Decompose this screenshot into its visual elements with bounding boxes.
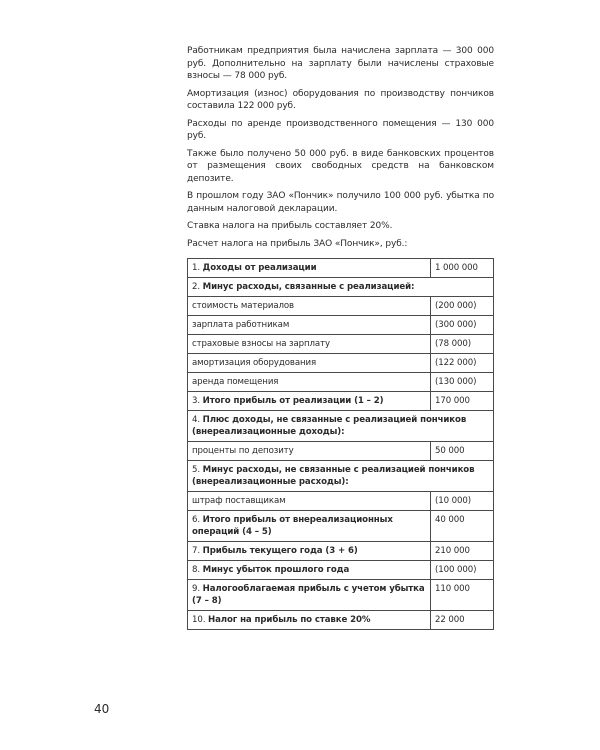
table-row — [188, 542, 494, 561]
table-row — [188, 392, 494, 411]
row-label-cell — [188, 335, 431, 354]
row-label: Доходы от реализации — [202, 263, 317, 273]
row-label: Итого прибыль от внереализационных операций (4 – 5) — [192, 515, 393, 537]
row-label: Налогооблагаемая прибыль с учетом убытка (7 – 8) — [192, 584, 425, 606]
table-row — [188, 316, 494, 335]
row-value: (78 000) — [431, 335, 494, 354]
row-label: Минус расходы, связанные с реализацией: — [202, 282, 415, 292]
row-label-cell — [188, 461, 494, 492]
row-label-cell — [188, 442, 431, 461]
table-row — [188, 442, 494, 461]
paragraph: Расчет налога на прибыль ЗАО «Пончик», руб.: — [187, 238, 408, 249]
row-value: 210 000 — [431, 542, 494, 561]
paragraph: Работникам предприятия была начислена зарплата — 300 000 руб. Дополнительно на зарплату были начислены страховые взносы — 78 000 руб. — [187, 46, 494, 81]
row-label-cell — [188, 561, 431, 580]
page-number: 40 — [94, 702, 110, 716]
row-label-cell — [188, 580, 431, 611]
row-number: 10. — [192, 615, 206, 625]
row-label: Прибыль текущего года (3 + 6) — [202, 546, 358, 556]
table-row — [188, 461, 494, 492]
row-number: 5. — [192, 465, 200, 475]
row-label-cell — [188, 492, 431, 511]
row-value: 110 000 — [431, 580, 494, 611]
row-label-cell — [188, 297, 431, 316]
row-label-cell — [188, 354, 431, 373]
row-label: Налог на прибыль по ставке 20% — [208, 615, 371, 625]
row-value: 170 000 — [431, 392, 494, 411]
table-row — [188, 335, 494, 354]
row-label: стоимость материалов — [192, 301, 295, 311]
row-number: 1. — [192, 263, 200, 273]
row-value: 1 000 000 — [431, 259, 494, 278]
row-number: 6. — [192, 515, 200, 525]
row-value: (300 000) — [431, 316, 494, 335]
row-label: штраф поставщикам — [192, 496, 286, 506]
row-label: амортизация оборудования — [192, 358, 317, 368]
row-label-cell — [188, 411, 494, 442]
row-value: (122 000) — [431, 354, 494, 373]
table-row — [188, 373, 494, 392]
row-label-cell — [188, 611, 431, 630]
page-content — [187, 45, 494, 630]
table-row — [188, 278, 494, 297]
paragraph: Амортизация (износ) оборудования по производству пончиков составила 122 000 руб. — [187, 88, 494, 111]
paragraph: В прошлом году ЗАО «Пончик» получило 100 000 руб. убытка по данным налоговой декларации. — [187, 191, 494, 214]
row-label: зарплата работникам — [192, 320, 290, 330]
table-row — [188, 580, 494, 611]
row-label-cell — [188, 511, 431, 542]
paragraph: Расходы по аренде производственного помещения — 130 000 руб. — [187, 118, 494, 141]
table-row — [188, 354, 494, 373]
row-value: 50 000 — [431, 442, 494, 461]
paragraph: Ставка налога на прибыль составляет 20%. — [187, 221, 393, 231]
row-label: аренда помещения — [192, 377, 279, 387]
row-number: 4. — [192, 415, 200, 425]
row-label-cell — [188, 373, 431, 392]
paragraph: Также было получено 50 000 руб. в виде банковских процентов от размещения своих свободных средств на банковском депозите. — [187, 148, 494, 184]
row-label-cell — [188, 392, 431, 411]
row-number: 3. — [192, 396, 200, 406]
row-label: Минус расходы, не связанные с реализацией пончиков (внереализационные расходы): — [192, 465, 475, 487]
table-row — [188, 611, 494, 630]
table-row — [188, 297, 494, 316]
row-number: 7. — [192, 546, 200, 556]
table-row — [188, 492, 494, 511]
row-value: (10 000) — [431, 492, 494, 511]
row-value: (130 000) — [431, 373, 494, 392]
table-row — [188, 561, 494, 580]
row-number: 2. — [192, 282, 200, 292]
table-row — [188, 511, 494, 542]
row-number: 9. — [192, 584, 200, 594]
row-label-cell — [188, 259, 431, 278]
table-row — [188, 259, 494, 278]
row-label-cell — [188, 278, 494, 297]
row-label: Плюс доходы, не связанные с реализацией пончиков (внереализационные доходы): — [192, 415, 467, 437]
row-label-cell — [188, 542, 431, 561]
row-value: 40 000 — [431, 511, 494, 542]
row-label-cell — [188, 316, 431, 335]
row-label: Итого прибыль от реализации (1 – 2) — [202, 396, 384, 406]
row-number: 8. — [192, 565, 200, 575]
row-label: проценты по депозиту — [192, 446, 294, 456]
row-value: (200 000) — [431, 297, 494, 316]
row-label: Минус убыток прошлого года — [202, 565, 350, 575]
row-value: (100 000) — [431, 561, 494, 580]
tax-calculation-table — [187, 258, 494, 630]
table-row — [188, 411, 494, 442]
row-value: 22 000 — [431, 611, 494, 630]
text-block — [187, 45, 494, 250]
row-label: страховые взносы на зарплату — [192, 339, 330, 349]
